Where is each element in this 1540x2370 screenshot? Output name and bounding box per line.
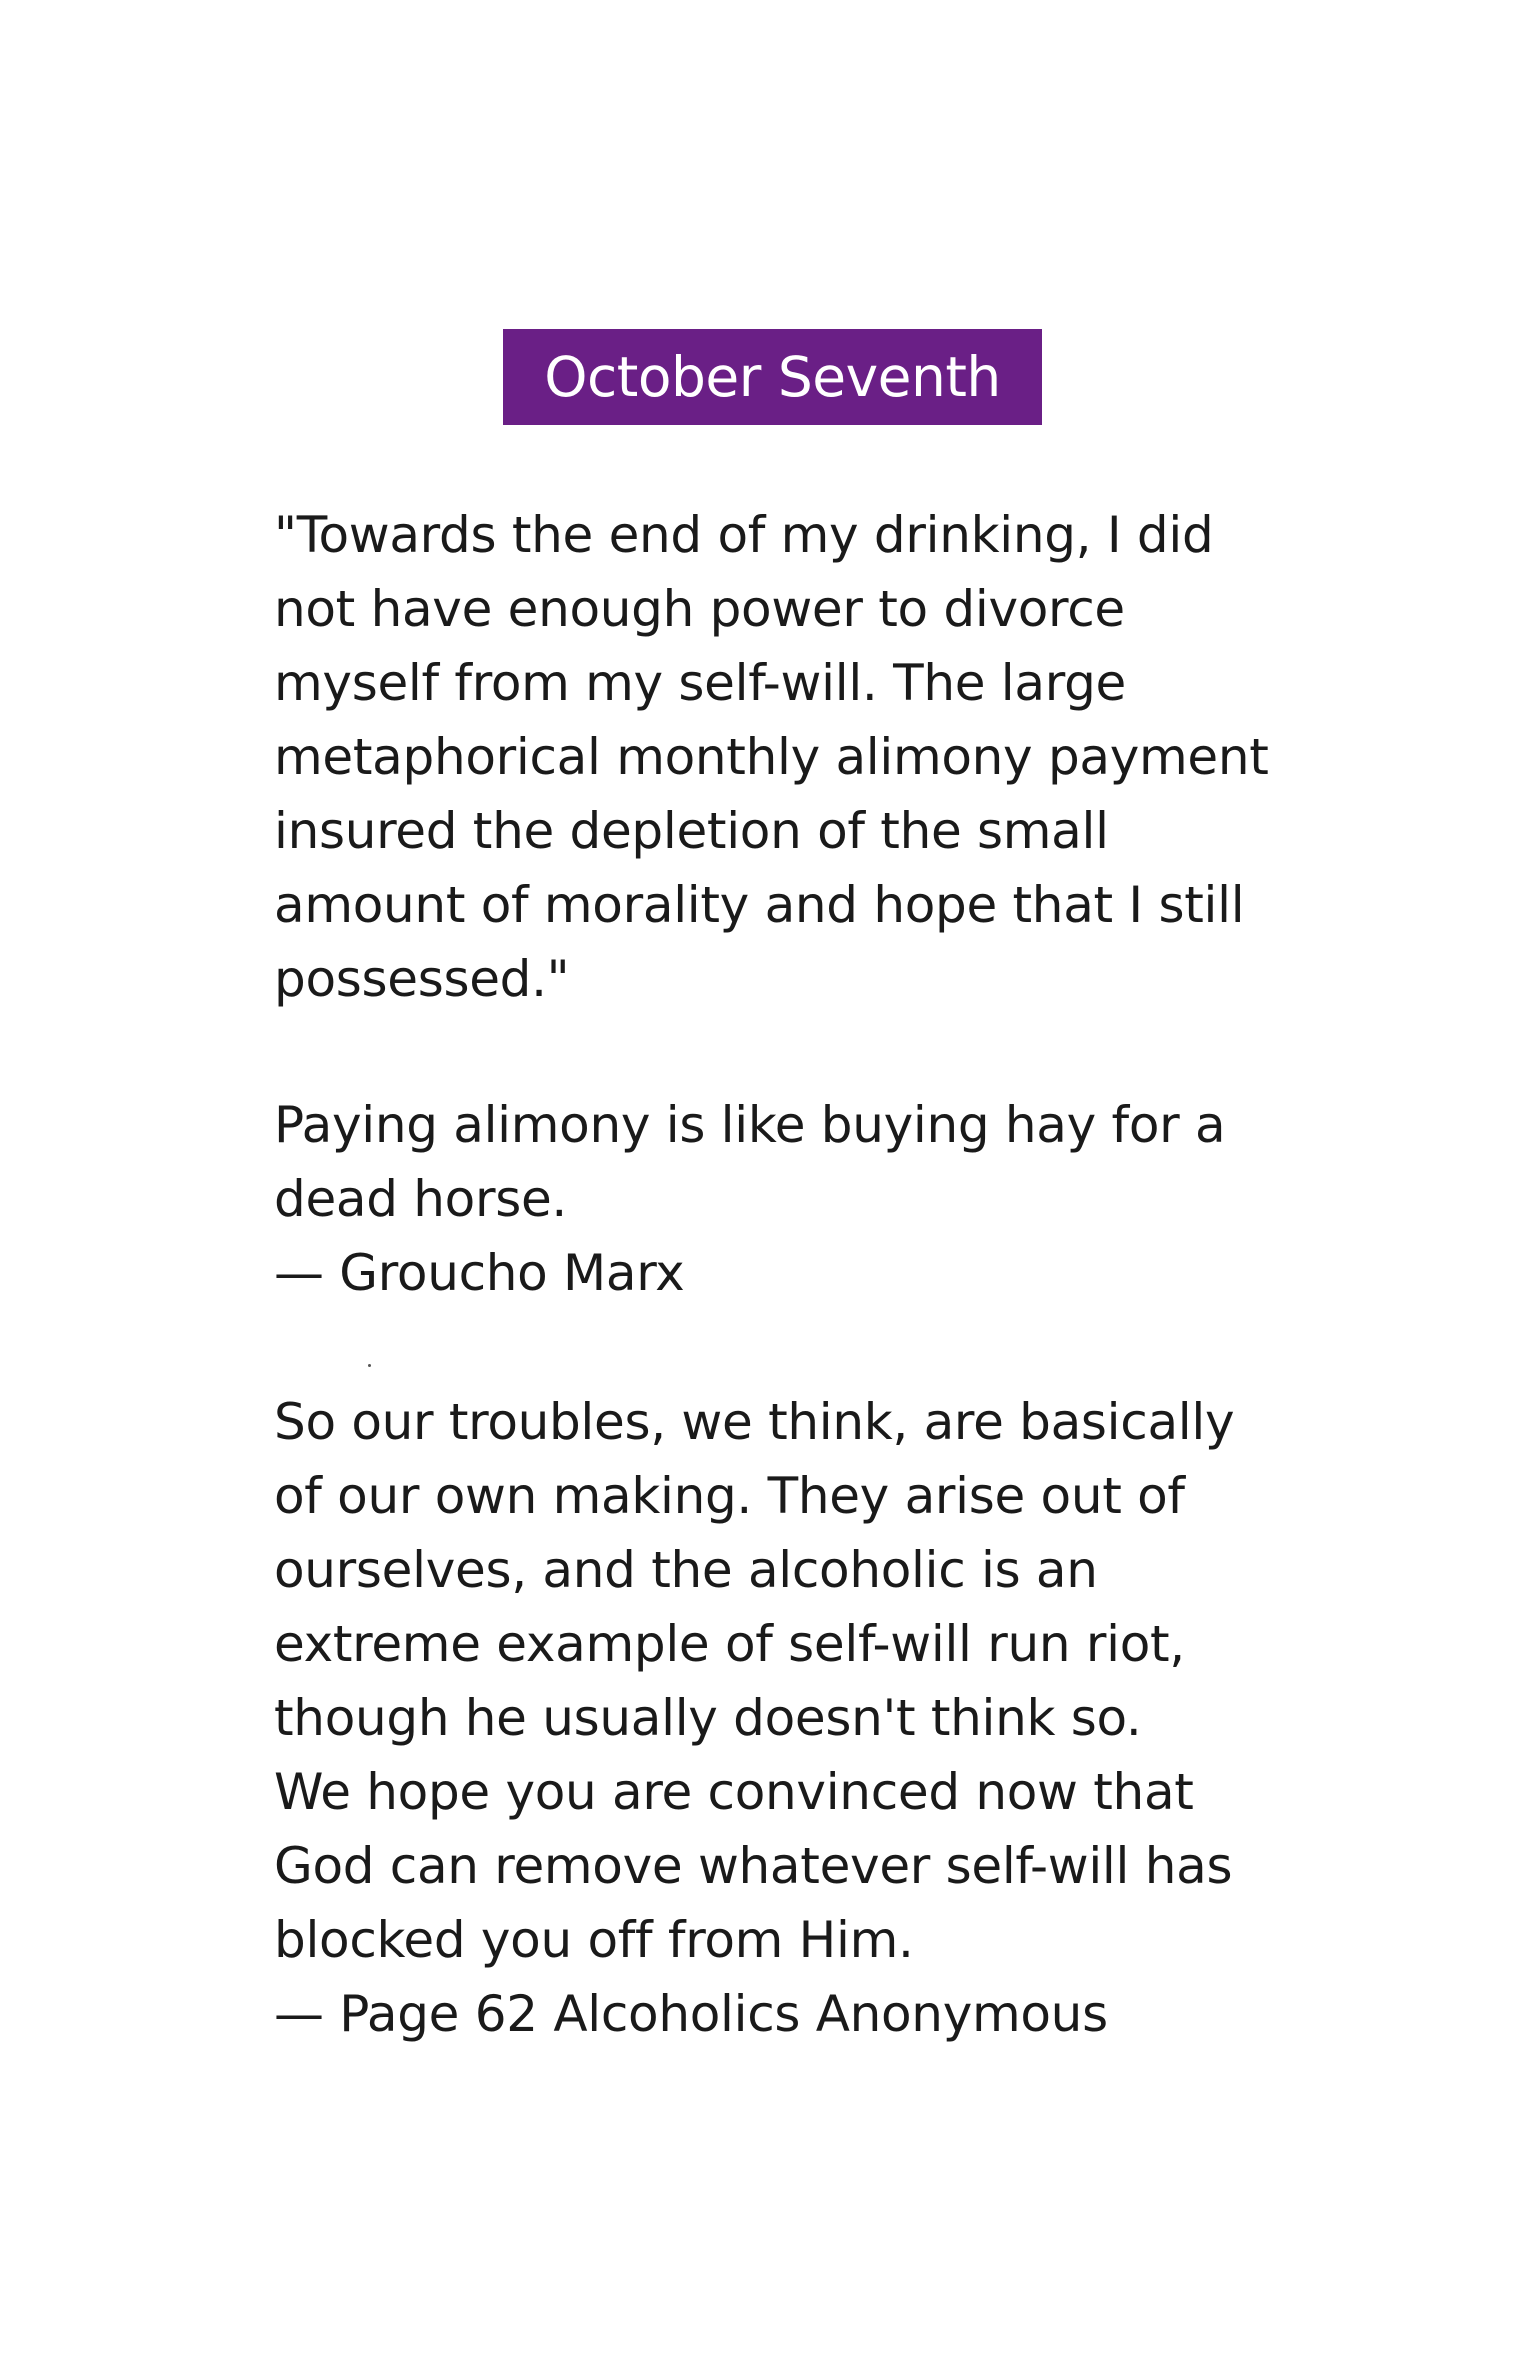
reflection-line: myself from my self-will. The large xyxy=(274,654,1127,712)
excerpt-line: God can remove whatever self-will has xyxy=(274,1837,1233,1895)
excerpt-line: though he usually doesn't think so. xyxy=(274,1689,1142,1747)
big-book-excerpt xyxy=(274,1385,1284,2051)
reflection-line: not have enough power to divorce xyxy=(274,580,1125,638)
reflection-line: metaphorical monthly alimony payment xyxy=(274,728,1269,786)
scan-speck xyxy=(368,1364,371,1367)
excerpt-line: So our troubles, we think, are basically xyxy=(274,1393,1235,1451)
personal-reflection xyxy=(274,498,1284,1016)
excerpt-line: blocked you off from Him. xyxy=(274,1911,914,1969)
quote-line: dead horse. xyxy=(274,1170,568,1228)
reflection-line: amount of morality and hope that I still xyxy=(274,876,1245,934)
excerpt-line: ourselves, and the alcoholic is an xyxy=(274,1541,1098,1599)
quote-line: Paying alimony is like buying hay for a xyxy=(274,1096,1226,1154)
quote-attribution: — Groucho Marx xyxy=(274,1244,685,1302)
date-title: October Seventh xyxy=(503,329,1042,425)
reflection-line: "Towards the end of my drinking, I did xyxy=(274,506,1214,564)
excerpt-line: of our own making. They arise out of xyxy=(274,1467,1185,1525)
excerpt-attribution: — Page 62 Alcoholics Anonymous xyxy=(274,1985,1108,2043)
excerpt-line: We hope you are convinced now that xyxy=(274,1763,1194,1821)
groucho-quote xyxy=(274,1088,1284,1310)
reflection-line: insured the depletion of the small xyxy=(274,802,1109,860)
reflection-line: possessed." xyxy=(274,950,570,1008)
excerpt-line: extreme example of self-will run riot, xyxy=(274,1615,1185,1673)
